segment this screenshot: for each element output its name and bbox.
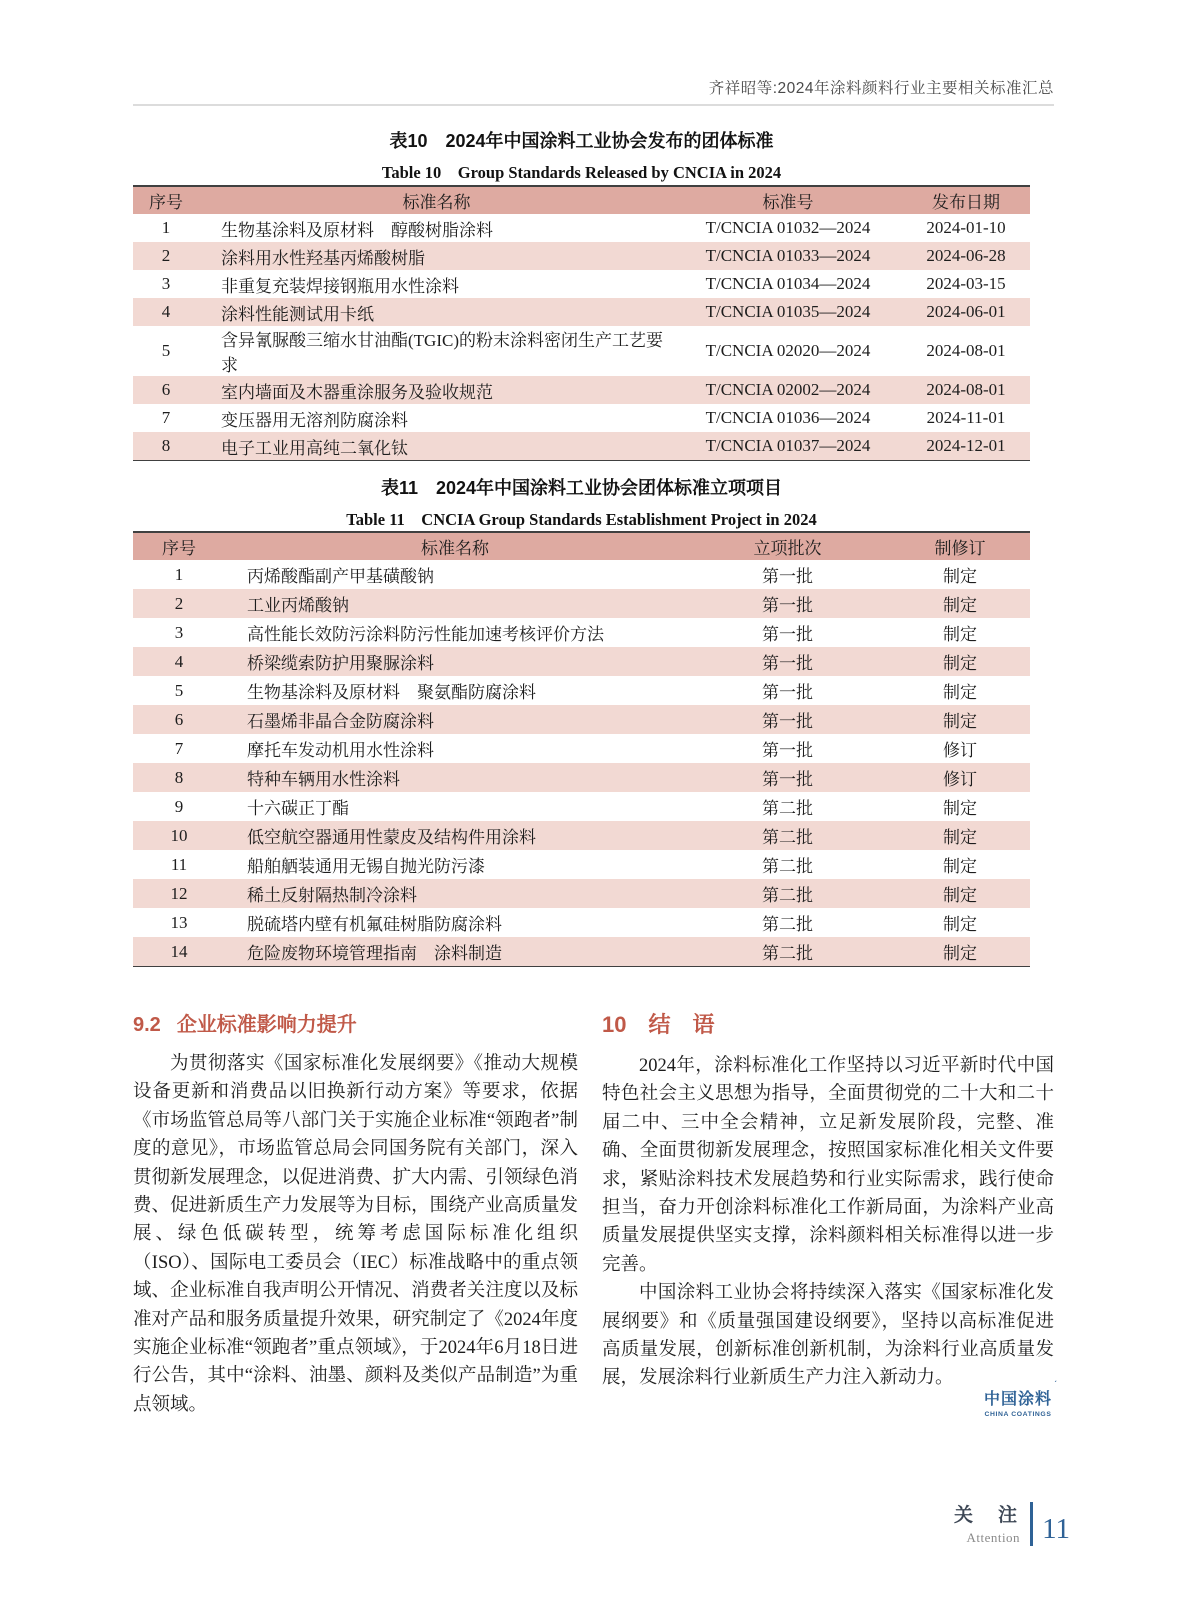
- table-row: [133, 214, 1030, 242]
- table-cell: 船舶舾装通用无锡自抛光防污漆: [247, 857, 485, 876]
- table-row: [133, 270, 1030, 298]
- table-cell: 涂料性能测试用卡纸: [221, 304, 374, 324]
- footer-section-label: [954, 1500, 1020, 1546]
- table-cell: 低空航空器通用性蒙皮及结构件用涂料: [247, 828, 536, 847]
- table-cell: 制定: [943, 828, 977, 847]
- page-number: 11: [1042, 1513, 1070, 1545]
- footer-divider-bar: [1030, 1502, 1033, 1546]
- header-divider: [133, 104, 1054, 106]
- logo-text-zh: 中国涂料 ˊ: [984, 1386, 1052, 1409]
- table10-col-header-code: 标准号: [674, 186, 902, 214]
- table-cell: 4: [174, 651, 184, 671]
- table-cell: 14: [170, 941, 188, 961]
- table10-col-header-seq: 序号: [133, 186, 199, 214]
- table-cell: T/CNCIA 01037—2024: [705, 436, 871, 455]
- table-cell: 制定: [943, 654, 977, 673]
- table11-col-header-name: 标准名称: [225, 532, 685, 560]
- table-row: [133, 404, 1030, 432]
- table-row: [133, 763, 1030, 792]
- table-row: [133, 326, 1030, 376]
- table-cell: T/CNCIA 02002—2024: [705, 380, 871, 399]
- table-row: [133, 242, 1030, 270]
- table-cell: 2024-03-15: [926, 274, 1006, 293]
- table11-col-header-seq: 序号: [133, 532, 225, 560]
- table-cell: T/CNCIA 01033—2024: [705, 246, 871, 265]
- table-row: [133, 908, 1030, 937]
- section-10-heading: [602, 1008, 1054, 1039]
- table11: [133, 531, 1030, 967]
- table-cell: 5: [174, 680, 184, 700]
- table10: [133, 185, 1030, 461]
- table-cell: 3: [161, 274, 171, 293]
- table-cell: 4: [161, 302, 171, 321]
- table-cell: 第二批: [762, 857, 813, 876]
- table-cell: 特种车辆用水性涂料: [247, 770, 400, 789]
- table-cell: 2024-06-01: [926, 302, 1006, 321]
- table-cell: 室内墙面及木器重涂服务及验收规范: [221, 382, 493, 402]
- table-cell: 2024-08-01: [926, 380, 1006, 399]
- table-cell: 制定: [943, 567, 977, 586]
- table-cell: 6: [161, 380, 171, 399]
- table-cell: 修订: [943, 741, 977, 760]
- table-cell: T/CNCIA 02020—2024: [705, 341, 871, 360]
- table-cell: 2024-01-10: [926, 218, 1006, 237]
- section-10-title: 结 语: [648, 1012, 715, 1037]
- section-9-2-title: 企业标准影响力提升: [176, 1014, 357, 1036]
- table-cell: 8: [161, 436, 171, 455]
- table11-caption-zh: 表11 2024年中国涂料工业协会团体标准立项项目: [380, 478, 783, 498]
- section-9-2-number: 9.2: [133, 1014, 161, 1036]
- table-cell: 制定: [943, 712, 977, 731]
- table-cell: 制定: [943, 596, 977, 615]
- table-cell: 第一批: [762, 683, 813, 702]
- table-cell: 第二批: [762, 828, 813, 847]
- table-cell: 生物基涂料及原材料 聚氨酯防腐涂料: [247, 683, 536, 702]
- footer-section-zh: 关 注: [954, 1505, 1021, 1526]
- table-cell: 制定: [943, 915, 977, 934]
- table11-header-row: [133, 532, 1030, 560]
- table-cell: 第一批: [762, 741, 813, 760]
- table-cell: T/CNCIA 01035—2024: [705, 302, 871, 321]
- table-cell: T/CNCIA 01032—2024: [705, 218, 871, 237]
- table-cell: 第一批: [762, 712, 813, 731]
- table-cell: 3: [174, 622, 184, 642]
- table-cell: 2: [161, 246, 171, 265]
- running-head: 齐祥昭等:2024年涂料颜料行业主要相关标准汇总: [708, 80, 1054, 97]
- table-cell: 摩托车发动机用水性涂料: [247, 741, 434, 760]
- table-cell: 危险废物环境管理指南 涂料制造: [247, 944, 502, 963]
- table-row: [133, 705, 1030, 734]
- section-10-paragraph-2: 中国涂料工业协会将持续深入落实《国家标准化发展纲要》和《质量强国建设纲要》，坚持以高标准促进高质量发展，创新标准创新机制，为涂料行业高质量发展，发展涂料行业新质生产力注入新动力。: [602, 1283, 1054, 1389]
- table-row: [133, 676, 1030, 705]
- table-cell: 2024-12-01: [926, 436, 1006, 455]
- table-cell: 8: [174, 767, 184, 787]
- table-cell: 丙烯酸酯副产甲基磺酸钠: [247, 567, 434, 586]
- table-row: [133, 298, 1030, 326]
- table-cell: 2024-08-01: [926, 341, 1006, 360]
- table-cell: T/CNCIA 01034—2024: [705, 274, 871, 293]
- table11-caption-en: Table 11 CNCIA Group Standards Establishment Project in 2024: [346, 510, 817, 529]
- table-cell: 1: [161, 218, 171, 237]
- table-cell: 制定: [943, 683, 977, 702]
- table-cell: 修订: [943, 770, 977, 789]
- left-text-column: [133, 1008, 578, 1419]
- table-row: [133, 792, 1030, 821]
- table-cell: T/CNCIA 01036—2024: [705, 408, 871, 427]
- table-row: [133, 879, 1030, 908]
- section-10-number: 10: [602, 1012, 627, 1037]
- table-cell: 第一批: [762, 567, 813, 586]
- table10-col-header-date: 发布日期: [902, 186, 1030, 214]
- footer-section-en: Attention: [966, 1530, 1021, 1545]
- table-cell: 制定: [943, 625, 977, 644]
- table-row: [133, 734, 1030, 763]
- logo-text-en: CHINA COATINGS: [984, 1411, 1052, 1418]
- table-cell: 非重复充装焊接钢瓶用水性涂料: [221, 276, 459, 296]
- table-cell: 2024-06-28: [926, 246, 1006, 265]
- table-row: [133, 850, 1030, 879]
- table-row: [133, 432, 1030, 461]
- table-cell: 第一批: [762, 770, 813, 789]
- table-row: [133, 647, 1030, 676]
- right-text-column: [602, 1008, 1054, 1393]
- table-cell: 变压器用无溶剂防腐涂料: [221, 410, 408, 430]
- table11-col-header-type: 制修订: [890, 532, 1030, 560]
- table-cell: 第二批: [762, 886, 813, 905]
- table10-caption: [133, 127, 1030, 183]
- table-cell: 高性能长效防污涂料防污性能加速考核评价方法: [247, 625, 604, 644]
- section-9-2-paragraph: 为贯彻落实《国家标准化发展纲要》《推动大规模设备更新和消费品以旧换新行动方案》等要求，依据《市场监管总局等八部门关于实施企业标准“领跑者”制度的意见》，市场监管总局会同国务院有关部门，深入贯彻新发展理念，以促进消费、扩大内需、引领绿色消费、促进新质生产力发展等为目标，围绕产业高质量发展、绿色低碳转型，统筹考虑国际标准化组织（ISO）、国际电工委员会（IEC）标准战略中的重点领域、企业标准自我声明公开情况、消费者关注度以及标准对产品和服务质量提升效果，研究制定了《2024年度实施企业标准“领跑者”重点领域》，于2024年6月18日进行公告，其中“涂料、油墨、颜料及类似产品制造”为重点领域。: [133, 1054, 578, 1415]
- table10-caption-en: Table 10 Group Standards Released by CNCIA in 2024: [381, 163, 782, 182]
- table-cell: 7: [174, 738, 184, 758]
- table-cell: 第二批: [762, 799, 813, 818]
- table-cell: 涂料用水性羟基丙烯酸树脂: [221, 248, 425, 268]
- table-cell: 10: [170, 825, 188, 845]
- table-cell: 第一批: [762, 625, 813, 644]
- table-cell: 工业丙烯酸钠: [247, 596, 349, 615]
- table-row: [133, 618, 1030, 647]
- section-9-2-heading: [133, 1008, 578, 1037]
- table-cell: 制定: [943, 799, 977, 818]
- table-cell: 2024-11-01: [926, 408, 1006, 427]
- table-row: [133, 560, 1030, 589]
- table-row: [133, 376, 1030, 404]
- table-cell: 13: [170, 912, 188, 932]
- table-cell: 桥梁缆索防护用聚脲涂料: [247, 654, 434, 673]
- table-cell: 电子工业用高纯二氧化钛: [221, 438, 408, 458]
- table-cell: 十六碳正丁酯: [247, 799, 349, 818]
- table10-caption-zh: 表10 2024年中国涂料工业协会发布的团体标准: [389, 131, 774, 151]
- table-cell: 稀土反射隔热制冷涂料: [247, 886, 417, 905]
- table-cell: 制定: [943, 886, 977, 905]
- table-cell: 第一批: [762, 596, 813, 615]
- table-cell: 6: [174, 709, 184, 729]
- table11-col-header-batch: 立项批次: [685, 532, 890, 560]
- table-cell: 石墨烯非晶合金防腐涂料: [247, 712, 434, 731]
- table-cell: 9: [174, 796, 184, 816]
- table-cell: 第二批: [762, 915, 813, 934]
- table10-header-row: [133, 186, 1030, 214]
- table10-col-header-name: 标准名称: [199, 186, 674, 214]
- table-cell: 2: [174, 593, 184, 613]
- table-cell: 制定: [943, 944, 977, 963]
- section-10-paragraph-1: 2024年，涂料标准化工作坚持以习近平新时代中国特色社会主义思想为指导，全面贯彻党的二十大和二十届二中、三中全会精神，立足新发展阶段，完整、准确、全面贯彻新发展理念，按照国家标准化相关文件要求，紧贴涂料技术发展趋势和行业实际需求，践行使命担当，奋力开创涂料标准化工作新局面，为涂料产业高质量发展提供坚实支撑，涂料颜料相关标准得以进一步完善。: [602, 1056, 1054, 1275]
- table-cell: 生物基涂料及原材料 醇酸树脂涂料: [221, 220, 493, 240]
- table-cell: 脱硫塔内壁有机氟硅树脂防腐涂料: [247, 915, 502, 934]
- china-coatings-logo: [984, 1386, 1052, 1418]
- table-cell: 12: [170, 883, 188, 903]
- table-cell: 含异氰脲酸三缩水甘油酯(TGIC)的粉末涂料密闭生产工艺要求: [221, 331, 663, 375]
- table-row: [133, 937, 1030, 967]
- table-cell: 11: [170, 854, 188, 874]
- page-footer: [900, 1500, 1070, 1546]
- table-row: [133, 589, 1030, 618]
- table-cell: 1: [174, 564, 184, 584]
- table11-caption: [133, 474, 1030, 530]
- table-cell: 第二批: [762, 944, 813, 963]
- table-cell: 5: [161, 341, 171, 360]
- table-cell: 制定: [943, 857, 977, 876]
- table-cell: 第一批: [762, 654, 813, 673]
- table-row: [133, 821, 1030, 850]
- table-cell: 7: [161, 408, 171, 427]
